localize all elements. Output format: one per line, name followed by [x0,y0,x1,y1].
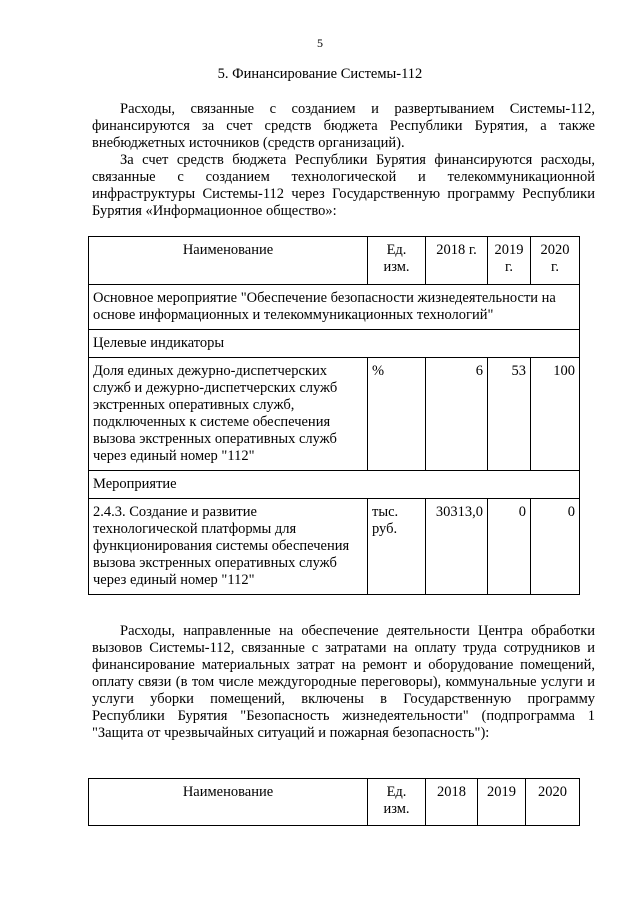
header-2019: 2019 г. [488,237,531,285]
indicator-unit: % [368,358,426,471]
table2-header-unit: Ед. изм. [368,779,426,826]
header-unit: Ед. изм. [368,237,426,285]
indicator-2018: 6 [426,358,488,471]
main-event-cell: Основное мероприятие "Обеспечение безопасности жизнедеятельности на основе информационных и телекоммуникационных технологий" [89,285,580,330]
header-2020: 2020 г. [531,237,580,285]
header-name: Наименование [89,237,368,285]
page-number: 5 [317,36,323,50]
table-row-main-event [89,285,580,330]
indicator-2020: 100 [531,358,580,471]
financing-table-1 [88,236,580,595]
header-2018: 2018 г. [426,237,488,285]
indicator-name: Доля единых дежурно-диспетчерских служб и дежурно-диспетчерских служб экстренных оперативных служб, подключенных к системе обеспечения вызова экстренных оперативных служб через единый номер "112" [89,358,368,471]
table-row-activity [89,499,580,595]
table-row-activity-label [89,471,580,499]
table2-header-2019: 2019 [478,779,526,826]
activity-unit: тыс. руб. [368,499,426,595]
section-title: 5. Финансирование Системы-112 [217,66,423,82]
table2-header-row [89,779,580,826]
table-row-indicator [89,358,580,471]
paragraph-3: Расходы, направленные на обеспечение деятельности Центра обработки вызовов Системы-112, связанные с затратами на оплату труда сотрудников и финансирование материальных затрат на ремонт и оборудование помещений, оплату связи (в том числе междугородные переговоры), коммунальные услуги и услуги уборки помещений, включены в Государственную программу Республики Бурятия "Безопасность жизнедеятельности" (подпрограмма 1 "Защита от чрезвычайных ситуаций и пожарная безопасность"): [92,623,595,741]
indicators-label: Целевые индикаторы [89,330,580,358]
table-header-row [89,237,580,285]
table2-header-2018: 2018 [426,779,478,826]
activity-2020: 0 [531,499,580,595]
activity-2018: 30313,0 [426,499,488,595]
table2-header-2020: 2020 [526,779,580,826]
activity-name: 2.4.3. Создание и развитие технологической платформы для функционирования системы обеспечения вызова экстренных оперативных служб через единый номер "112" [89,499,368,595]
financing-table-2 [88,778,580,826]
paragraph-1: Расходы, связанные с созданием и развертыванием Системы-112, финансируются за счет средств бюджета Республики Бурятия, а также внебюджетных источников (средств организаций). [92,101,595,151]
table2-header-name: Наименование [89,779,368,826]
indicator-2019: 53 [488,358,531,471]
activity-2019: 0 [488,499,531,595]
table-row-indicators-label [89,330,580,358]
paragraph-2: За счет средств бюджета Республики Бурятия финансируются расходы, связанные с созданием технологической и телекоммуникационной инфраструктуры Системы-112 через Государственную программу Республики Бурятия «Информационное общество»: [92,152,595,219]
activity-label: Мероприятие [89,471,580,499]
